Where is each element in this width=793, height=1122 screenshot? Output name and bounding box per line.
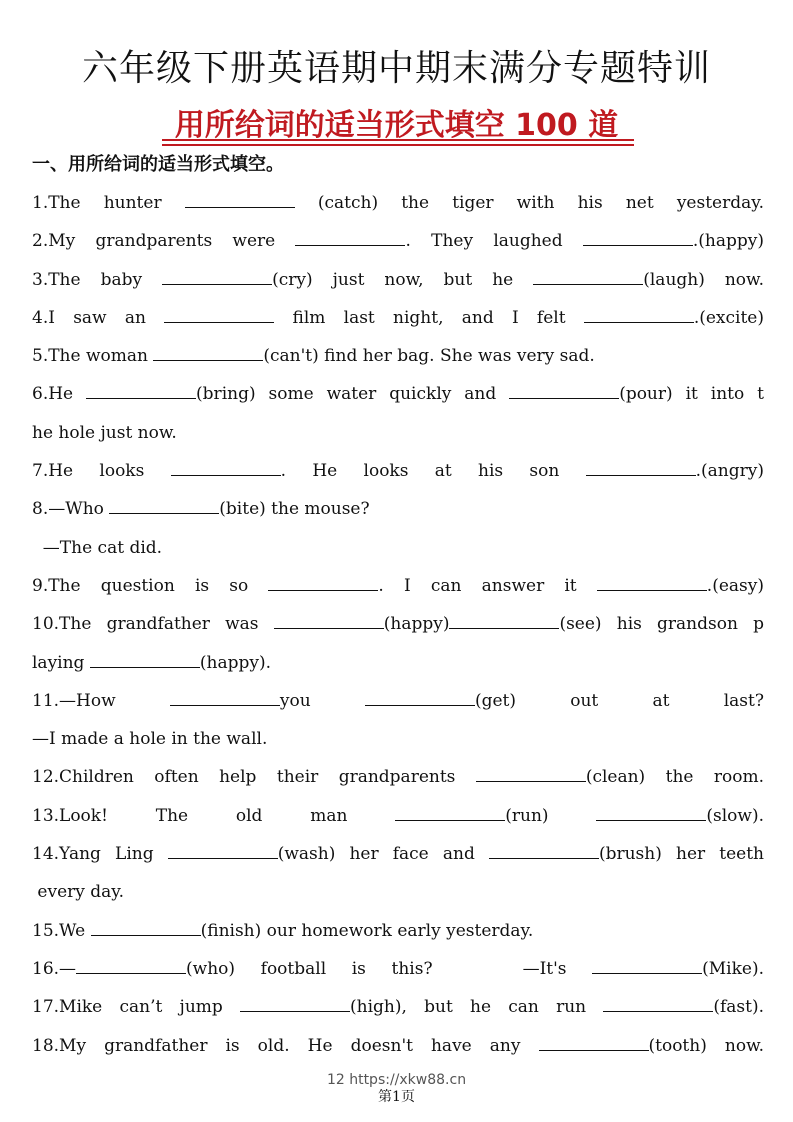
- exercise-text: . He looks at his son: [280, 461, 586, 482]
- exercise-text: (who) football is this?: [186, 958, 433, 979]
- exercise-text: 6.He: [32, 384, 87, 405]
- exercise-text: 12.Children often help their grandparents: [32, 767, 476, 788]
- answer-blank[interactable]: [268, 576, 378, 591]
- answer-blank[interactable]: [583, 231, 693, 246]
- exercise-line: [32, 1027, 764, 1065]
- exercise-text: —I made a hole in the wall.: [32, 729, 268, 750]
- answer-blank[interactable]: [592, 959, 702, 974]
- exercise-text: (brush) her teeth: [598, 844, 764, 865]
- exercise-line: [32, 337, 764, 375]
- exercise-text: (wash) her face and: [277, 844, 489, 865]
- exercise-line: [32, 490, 764, 528]
- exercise-line: [32, 797, 764, 835]
- exercise-line: [32, 222, 764, 260]
- answer-blank[interactable]: [171, 461, 281, 476]
- exercise-text: (bite) the mouse?: [219, 499, 370, 520]
- exercise-line: [32, 720, 764, 758]
- exercise-text: (happy): [383, 614, 450, 635]
- answer-blank[interactable]: [295, 231, 405, 246]
- answer-blank[interactable]: [476, 767, 586, 782]
- exercise-text: (finish) our homework early yesterday.: [200, 920, 534, 941]
- exercise-text: (slow).: [706, 805, 764, 826]
- exercise-line: [32, 529, 764, 567]
- answer-blank[interactable]: [533, 270, 643, 285]
- answer-blank[interactable]: [153, 346, 263, 361]
- answer-blank[interactable]: [539, 1036, 649, 1051]
- exercise-text: .(easy): [706, 575, 764, 596]
- exercise-text: (laugh) now.: [643, 269, 764, 290]
- answer-blank[interactable]: [509, 384, 619, 399]
- exercise-text: 18.My grandfather is old. He doesn't have any: [32, 1035, 539, 1056]
- exercise-text: (cry) just now, but he: [272, 269, 534, 290]
- exercise-text: (run): [505, 805, 597, 826]
- exercise-text: .(excite): [693, 307, 764, 328]
- exercise-text: 4.I saw an: [32, 307, 165, 328]
- exercise-line: [32, 299, 764, 337]
- exercise-text: 14.Yang Ling: [32, 844, 168, 865]
- exercise-text: (clean) the room.: [585, 767, 764, 788]
- exercise-text: 15.We: [32, 920, 91, 941]
- exercise-line: [32, 414, 764, 452]
- exercise-text: (high), but he can run: [350, 997, 604, 1018]
- answer-blank[interactable]: [170, 691, 280, 706]
- exercise-line: [32, 758, 764, 796]
- exercise-line: [32, 452, 764, 490]
- answer-blank[interactable]: [240, 997, 350, 1012]
- exercise-text: (catch) the tiger with his net yesterday.: [294, 193, 764, 213]
- exercise-text: .(angry): [695, 461, 764, 482]
- exercise-text: (can't) find her bag. She was very sad.: [263, 346, 595, 367]
- answer-blank[interactable]: [164, 308, 274, 323]
- exercise-line: [32, 682, 764, 720]
- exercise-text: (fast).: [713, 997, 764, 1018]
- answer-blank[interactable]: [596, 806, 706, 821]
- exercise-text: (tooth) now.: [648, 1035, 764, 1056]
- exercise-text: you: [279, 690, 365, 711]
- exercise-line: [32, 605, 764, 643]
- exercise-line: [32, 184, 764, 222]
- answer-blank[interactable]: [168, 844, 278, 859]
- answer-blank[interactable]: [584, 308, 694, 323]
- answer-blank[interactable]: [365, 691, 475, 706]
- answer-blank[interactable]: [86, 384, 196, 399]
- exercise-text: (pour) it into t: [619, 384, 764, 405]
- exercise-line: [32, 644, 764, 682]
- exercise-text: 2.My grandparents were: [32, 231, 296, 252]
- exercise-text: laying: [32, 652, 90, 673]
- answer-blank[interactable]: [395, 806, 505, 821]
- exercise-line: [32, 912, 764, 950]
- answer-blank[interactable]: [90, 653, 200, 668]
- document-subtitle: 用所给词的适当形式填空 100 道: [174, 108, 619, 143]
- exercise-text: (see) his grandson p: [559, 614, 764, 635]
- exercise-text: 5.The woman: [32, 346, 154, 367]
- watermark-url: 12 https://xkw88.cn: [326, 1072, 467, 1088]
- exercise-list: [32, 184, 764, 1065]
- exercise-line: [32, 375, 764, 413]
- answer-blank[interactable]: [185, 193, 295, 208]
- document-title: 六年级下册英语期中期末满分专题特训: [81, 48, 711, 89]
- exercise-text: 10.The grandfather was: [32, 614, 274, 635]
- answer-blank[interactable]: [109, 499, 219, 514]
- answer-blank[interactable]: [597, 576, 707, 591]
- exercise-line: [32, 261, 764, 299]
- subtitle-double-underline: [162, 139, 634, 149]
- exercise-text: .(happy): [692, 231, 764, 252]
- exercise-text: 1.The hunter: [32, 193, 185, 213]
- exercise-text: . I can answer it: [378, 575, 597, 596]
- exercise-text: 7.He looks: [32, 461, 171, 482]
- answer-blank[interactable]: [91, 921, 201, 936]
- exercise-line: [32, 950, 764, 988]
- exercise-text: —The cat did.: [32, 537, 163, 558]
- exercise-text: 11.—How: [32, 690, 170, 711]
- exercise-line: [32, 567, 764, 605]
- exercise-text: . They laughed: [405, 231, 583, 252]
- answer-blank[interactable]: [162, 270, 272, 285]
- answer-blank[interactable]: [586, 461, 696, 476]
- section-heading: 一、用所给词的适当形式填空。: [32, 154, 284, 175]
- exercise-text: 16.—: [32, 958, 77, 979]
- exercise-line: [32, 835, 764, 873]
- answer-blank[interactable]: [603, 997, 713, 1012]
- exercise-text: 8.—Who: [32, 499, 110, 520]
- exercise-text: he hole just now.: [32, 422, 177, 443]
- exercise-text: (happy).: [199, 652, 271, 673]
- exercise-line: [32, 988, 764, 1026]
- exercise-line: [32, 873, 764, 911]
- exercise-text: 3.The baby: [32, 269, 163, 290]
- exercise-text: 13.Look! The old man: [32, 805, 396, 826]
- answer-blank[interactable]: [274, 614, 384, 629]
- exercise-text: 9.The question is so: [32, 575, 269, 596]
- exercise-text: —It's: [522, 958, 593, 979]
- exercise-text: (bring) some water quickly and: [196, 384, 510, 405]
- exercise-text: 17.Mike can’t jump: [32, 997, 240, 1018]
- exercise-text: film last night, and I felt: [274, 307, 584, 328]
- exercise-text: (Mike).: [702, 958, 764, 979]
- answer-blank[interactable]: [489, 844, 599, 859]
- page-number: 第1页: [378, 1089, 415, 1105]
- answer-blank[interactable]: [76, 959, 186, 974]
- exercise-text: every day.: [32, 882, 125, 903]
- exercise-text: (get) out at last?: [474, 690, 764, 711]
- answer-blank[interactable]: [449, 614, 559, 629]
